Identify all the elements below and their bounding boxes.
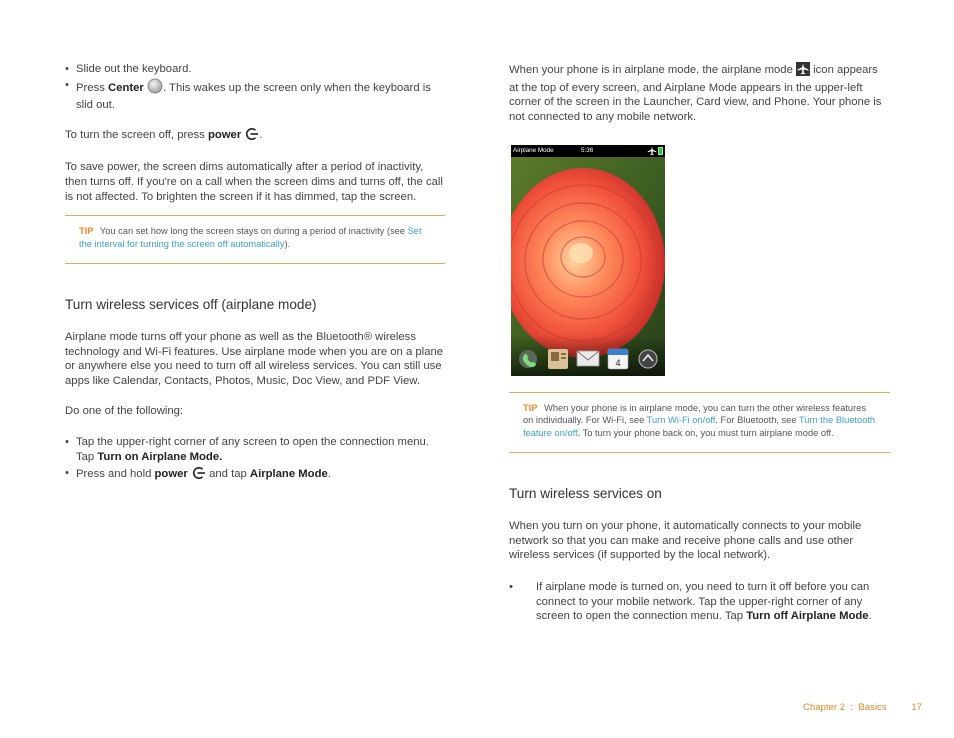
bullet-turn-off-airplane: • If airplane mode is turned on, you need to turn it off before you can connect to your mobile network. Tap the upper-right corner of any screen to open the connection menu. Tap Turn off Airplane Mode. (509, 580, 890, 624)
airplane-status-paragraph: When your phone is in airplane mode, the airplane mode icon appears at the top of every screen, and Airplane Mode appears in the upper-left corner of the screen in the Launcher, Card view, and Phone. Your phone is not connected to any mobile network. (509, 64, 882, 123)
link-turn-bluetooth[interactable]: Turn the Bluetooth feature on/off (523, 415, 876, 438)
phone-screenshot (511, 145, 665, 376)
center-label: Center (108, 81, 144, 94)
center-button-icon (147, 78, 163, 99)
wireless-on-paragraph: When you turn on your phone, it automatically connects to your mobile network so that you can make and receive phone calls and use other wireless services (if supported by the local network). (509, 520, 862, 562)
bullet-connection-menu: • Tap the upper-right corner of any screen to open the connection menu. Tap Turn on Airplane Mode. (65, 435, 445, 464)
phone-battery-icon (658, 147, 663, 155)
section-heading-wireless-on: Turn wireless services on (509, 486, 662, 502)
airplane-intro-paragraph: Airplane mode turns off your phone as well as the Bluetooth® wireless technology and Wi-Fi features. Use airplane mode when you are on a plane or anywhere else you need to turn off all wireless services. You can still use apps like Calendar, Contacts, Photos, Music, Doc View, and PDF View. (65, 330, 444, 387)
launcher-icon[interactable] (639, 350, 657, 368)
power-icon (244, 127, 259, 146)
footer-chapter: Chapter 2 : Basics (802, 702, 887, 713)
tip-label: TIP (79, 226, 94, 237)
calendar-day-number: 4 (615, 358, 621, 368)
contacts-app-icon[interactable] (548, 349, 568, 369)
tip-label: TIP (523, 403, 538, 413)
phone-status-airplane-label: Airplane Mode (513, 147, 554, 154)
power-icon (191, 466, 206, 485)
do-one-paragraph: Do one of the following: (65, 405, 184, 418)
phone-app-icon[interactable] (519, 350, 537, 368)
bullet-press-center: • Press Center . This wakes up the screen only when the keyboard is slid out. (65, 78, 445, 113)
section-heading-airplane-off: Turn wireless services off (airplane mode) (65, 296, 317, 312)
phone-dock (511, 344, 665, 374)
phone-status-airplane-icon (647, 146, 657, 161)
save-power-paragraph: To save power, the screen dims automatically after a period of inactivity, then turns off. If you're on a call when the screen dims and turns off, the call is not affected. To brighten the screen if it has dimmed, tap the screen. (65, 161, 443, 203)
email-app-icon[interactable] (577, 351, 599, 366)
tip-box-airplane: TIP When your phone is in airplane mode, you can turn the other wireless features on individually. For Wi-Fi, see Turn Wi-Fi on/off. For Bluetooth, see Turn the Bluetooth feature on/off. To turn your phone back on, you must turn airplane mode off. (509, 392, 890, 453)
bullet-slide-keyboard: • Slide out the keyboard. (65, 62, 445, 77)
right-column-lower (509, 392, 890, 624)
screen-off-paragraph: To turn the screen off, press power . (65, 127, 445, 146)
phone-status-bar (511, 145, 665, 157)
airplane-mode-icon (796, 62, 810, 81)
page-number: 17 (911, 702, 922, 713)
link-screen-timeout[interactable]: Set the interval for turning the screen off automatically (79, 226, 422, 249)
link-turn-wifi[interactable]: Turn Wi-Fi on/off (646, 415, 716, 426)
dahlia-wallpaper (511, 145, 665, 376)
phone-status-time: 5:36 (581, 147, 594, 154)
bullet-press-hold-power: • Press and hold power and tap Airplane Mode. (65, 466, 445, 485)
tip-box-screen-timeout: TIP You can set how long the screen stays on during a period of inactivity (see Set the interval for turning the screen off automatically). (65, 215, 445, 264)
left-column (65, 62, 445, 485)
right-column (509, 62, 890, 124)
page-footer (803, 701, 922, 716)
